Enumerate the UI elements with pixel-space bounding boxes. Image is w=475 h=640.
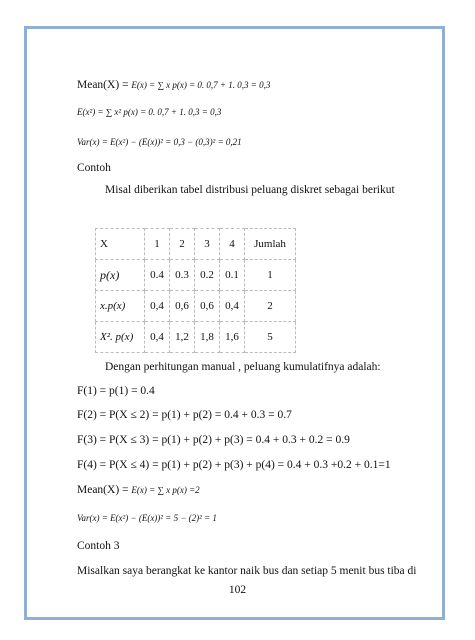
page-number: 102 [228, 584, 247, 596]
table-row [96, 322, 296, 353]
table-cell: 4 [220, 229, 245, 260]
mean-formula: E(x) = ∑ x p(x) = 0. 0,7 + 1. 0,3 = 0,3 [131, 80, 271, 90]
table-cell: 0.1 [220, 260, 245, 291]
table-row [96, 291, 296, 322]
table-cell: 5 [245, 322, 296, 353]
expectation-x2-formula: E(x²) = ∑ x² p(x) = 0. 0,7 + 1. 0,3 = 0,3 [77, 107, 222, 117]
table-cell: 0.4 [145, 260, 170, 291]
cumulative-f1: F(1) = p(1) = 0.4 [77, 385, 155, 397]
row-header: X [96, 229, 145, 260]
variance-formula-1: Var(x) = E(x²) − (E(x))² = 0,3 − (0,3)² = 0,21 [77, 137, 242, 147]
cumulative-f3: F(3) = P(X ≤ 3) = p(1) + p(2) + p(3) = 0.4 + 0.3 + 0.2 = 0.9 [77, 434, 350, 446]
contoh-heading: Contoh [77, 162, 111, 174]
variance-formula-2: Var(x) = E(x²) − (E(x))² = 5 − (2)² = 1 [77, 513, 217, 523]
table-row [96, 229, 296, 260]
table-cell: 0,6 [195, 291, 220, 322]
mean-label: Mean(X) = [77, 79, 132, 91]
mean-formula: E(x) = ∑ x p(x) =2 [131, 485, 200, 495]
row-header: X². p(x) [96, 322, 145, 353]
table-cell: 0.3 [170, 260, 195, 291]
table-cell: Jumlah [245, 229, 296, 260]
row-header: x.p(x) [96, 291, 145, 322]
table-cell: 0,4 [145, 291, 170, 322]
table-cell: 1,8 [195, 322, 220, 353]
table-cell: 2 [245, 291, 296, 322]
mean-label: Mean(X) = [77, 484, 132, 496]
table-cell: 0,4 [145, 322, 170, 353]
table-cell: 1 [145, 229, 170, 260]
table-intro-text: Misal diberikan tabel distribusi peluang diskret sebagai berikut [105, 184, 395, 196]
table-cell: 1,2 [170, 322, 195, 353]
table-cell: 1 [245, 260, 296, 291]
cumulative-intro-text: Dengan perhitungan manual , peluang kumulatifnya adalah: [105, 361, 381, 373]
table-cell: 0,6 [170, 291, 195, 322]
cumulative-f2: F(2) = P(X ≤ 2) = p(1) + p(2) = 0.4 + 0.3 = 0.7 [77, 409, 292, 421]
table-cell: 3 [195, 229, 220, 260]
table-cell: 2 [170, 229, 195, 260]
paragraph-text: Misalkan saya berangkat ke kantor naik bus dan setiap 5 menit bus tiba di [77, 565, 417, 577]
table-row [96, 260, 296, 291]
cumulative-f4: F(4) = P(X ≤ 4) = p(1) + p(2) + p(3) + p(4) = 0.4 + 0.3 +0.2 + 0.1=1 [77, 459, 391, 471]
mean-line-2 [77, 484, 200, 496]
table-cell: 0,4 [220, 291, 245, 322]
row-header: p(x) [96, 260, 145, 291]
table-cell: 1,6 [220, 322, 245, 353]
probability-distribution-table [95, 228, 296, 353]
contoh-3-heading: Contoh 3 [77, 540, 120, 552]
mean-line-1 [77, 79, 270, 91]
table-cell: 0.2 [195, 260, 220, 291]
